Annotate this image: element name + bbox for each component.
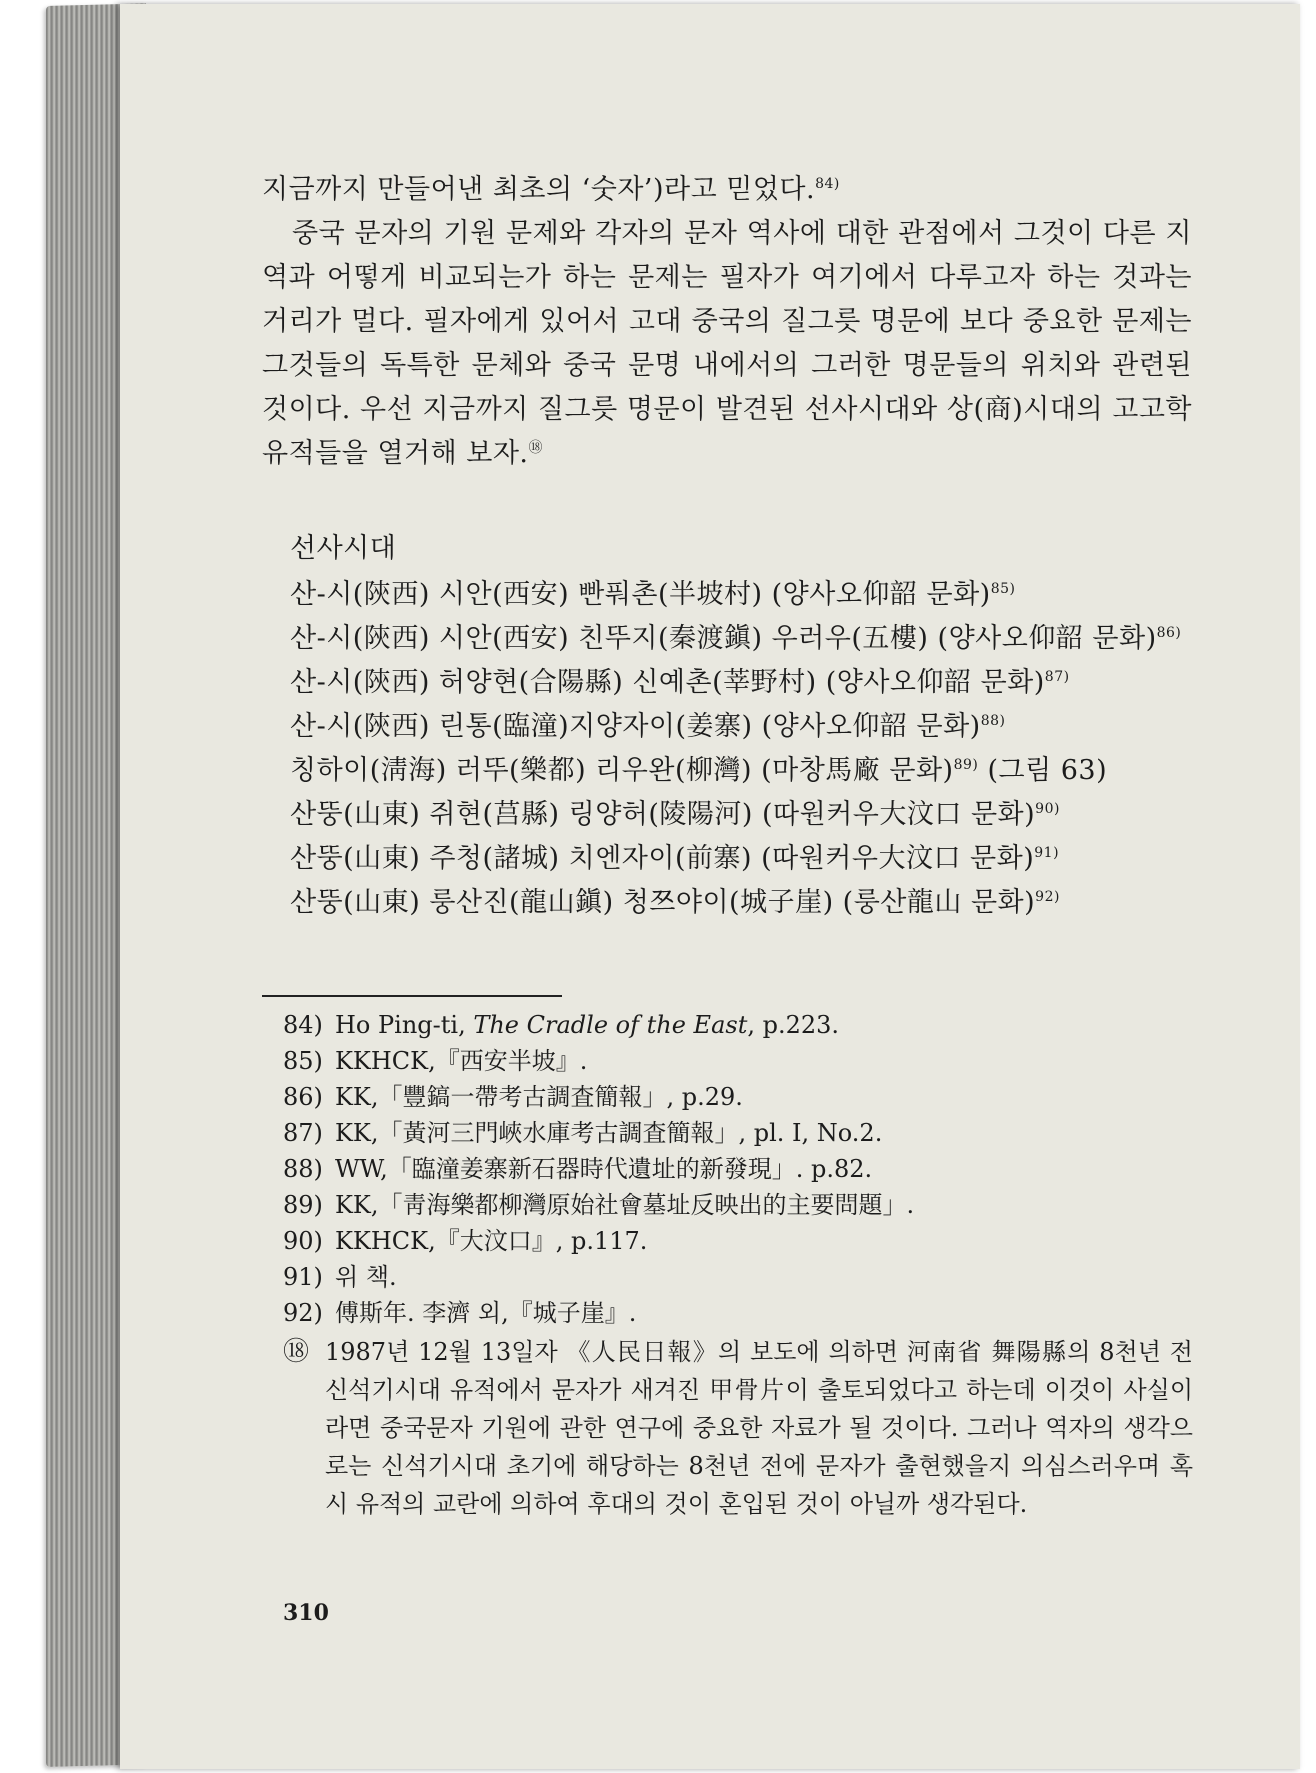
footnote-text: 傅斯年. 李濟 외,『城子崖』.: [335, 1299, 637, 1327]
footnote-ref: 87): [1044, 669, 1070, 685]
site-entry: 산-시(陝西) 허양현(合陽縣) 신예촌(莘野村) (양사오仰韶 문화)$^{87)}$: [290, 667, 1070, 698]
footnote-ref: 90): [1035, 801, 1060, 817]
footnote-ref: 92): [1035, 889, 1060, 905]
site-entry: 산뚱(山東) 쥐현(莒縣) 링양허(陵陽河) (따원커우大汶口 문화)$^{90)}$: [290, 799, 1060, 830]
footnote-text: KKHCK,『大汶口』, p.117.: [335, 1227, 648, 1255]
paragraph-1: 지금까지 만들어낸 최초의 ‘숫자’)라고 믿었다.$^{84)}$: [262, 174, 840, 205]
footnote: [283, 1223, 1193, 1259]
footnote-number: 84): [283, 1011, 323, 1039]
paragraph-2: 중국 문자의 기원 문제와 각자의 문자 역사에 대한 관점에서 그것이 다른 지역과 어떻게 비교되는가 하는 문제는 필자가 여기에서 다루고자 하는 것과는 거리가 멀다. 필자에게 있어서 고대 중국의 질그릇 명문에 보다 중요한 문제는 그것들의 독특한 문체와 중국 문명 내에서의 그러한 명문들의 위치와 관련된 것이다. 우선 지금까지 질그릇 명문이 발견된 선사시대와 상(商)시대의 고고학 유적들을 열거해 보자.⑱: [262, 218, 1192, 469]
footnote: [283, 1079, 1193, 1115]
footnote-rule: [262, 995, 562, 997]
footnote: [283, 1115, 1193, 1151]
footnote-ref: 89): [953, 757, 979, 773]
translator-note-number: ⑱: [283, 1337, 310, 1367]
footnote: [283, 1187, 1193, 1223]
footnote: [283, 1259, 1193, 1295]
footnote-number: 85): [283, 1047, 323, 1075]
footnote-text: KK,「豐鎬一帶考古調査簡報」, p.29.: [335, 1083, 743, 1111]
footnote-text: KK,「黃河三門峽水庫考古調査簡報」, pl. I, No.2.: [335, 1119, 883, 1147]
footnote-number: 89): [283, 1191, 323, 1219]
footnote-ref: 84): [815, 176, 840, 192]
footnote-ref: 85): [990, 581, 1016, 597]
footnote-ref: 86): [1156, 625, 1182, 641]
footnote-number: 90): [283, 1227, 323, 1255]
footnote-number: 87): [283, 1119, 323, 1147]
footnote-number: 86): [283, 1083, 323, 1111]
footnote-text: 위 책.: [335, 1263, 397, 1291]
footnote-number: 88): [283, 1155, 323, 1183]
page-number: 310: [283, 1600, 329, 1626]
book-title: The Cradle of the East: [473, 1011, 748, 1039]
figure-ref: (그림 63): [978, 755, 1108, 786]
site-entry: 산뚱(山東) 주청(諸城) 치엔자이(前寨) (따원커우大汶口 문화)$^{91)}$: [290, 843, 1060, 874]
footnote-text: Ho Ping-ti, The Cradle of the East, p.223.: [335, 1011, 840, 1039]
footnote-number: 92): [283, 1299, 323, 1327]
footnote-text: KKHCK,『西安半坡』.: [335, 1047, 588, 1075]
site-entry: 칭하이(淸海) 러뚜(樂都) 리우완(柳灣) (마창馬廠 문화)$^{89)}$ (그림 63): [290, 755, 1108, 786]
translator-note-text: 1987년 12월 13일자 《人民日報》의 보도에 의하면 河南省 舞陽縣의 8천년 전 신석기시대 유적에서 문자가 새겨진 甲骨片이 출토되었다고 하는데 이것이 사실이라면 중국문자 기원에 관한 연구에 중요한 자료가 될 것이다. 그러나 역자의 생각으로는 신석기시대 초기에 해당하는 8천년 전에 문자가 출현했을지 의심스러우며 혹시 유적의 교란에 의하여 후대의 것이 혼입된 것이 아닐까 생각된다.: [325, 1338, 1193, 1518]
footnote: [283, 1295, 1193, 1331]
footnote-ref: 88): [980, 713, 1006, 729]
footnote-ref: 91): [1034, 845, 1060, 861]
footnote: [283, 1043, 1193, 1079]
translator-note: [283, 1333, 1193, 1523]
footnote: [283, 1007, 1193, 1043]
section-title: 선사시대: [290, 533, 397, 564]
footnote-text: KK,「靑海樂都柳灣原始社會墓址反映出的主要問題」.: [335, 1191, 915, 1219]
site-list: [290, 527, 1192, 925]
site-entry: 산-시(陝西) 시안(西安) 친뚜지(秦渡鎭) 우러우(五樓) (양사오仰韶 문화)$^{86)}$: [290, 623, 1182, 654]
site-entry: 산-시(陝西) 시안(西安) 빤풔촌(半坡村) (양사오仰韶 문화)$^{85)}$: [290, 579, 1016, 610]
footnote: [283, 1151, 1193, 1187]
footnotes: [283, 1007, 1193, 1523]
main-text: [262, 168, 1192, 476]
site-entry: 산-시(陝西) 린통(臨潼)지양자이(姜寨) (양사오仰韶 문화)$^{88)}$: [290, 711, 1006, 742]
site-entry: 산뚱(山東) 룽산진(龍山鎭) 청쯔야이(城子崖) (룽산龍山 문화)$^{92)}$: [290, 887, 1060, 918]
footnote-text: WW,「臨潼姜寨新石器時代遺址的新發現」. p.82.: [335, 1155, 873, 1183]
translator-note-ref: ⑱: [528, 440, 543, 456]
footnote-number: 91): [283, 1263, 323, 1291]
